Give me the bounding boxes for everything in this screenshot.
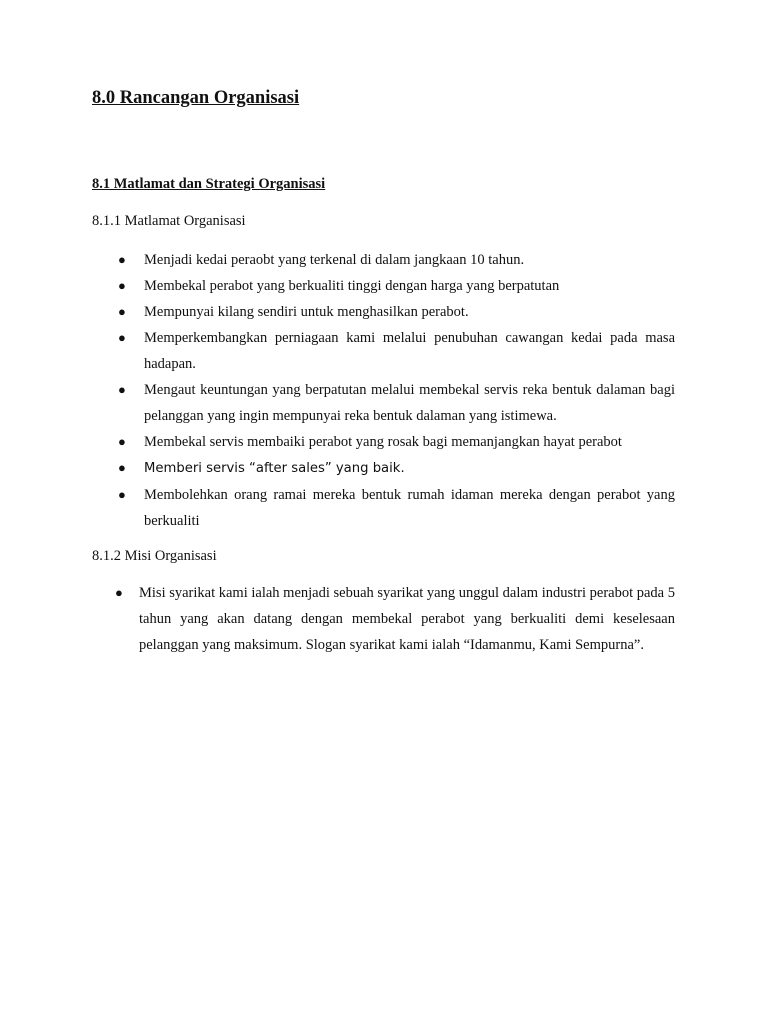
list-item-text: Memperkembangkan perniagaan kami melalui penubuhan cawangan kedai pada masa hadapan.	[144, 330, 675, 372]
bullet-icon: ●	[118, 304, 126, 319]
list-item	[118, 273, 675, 299]
subsection-heading-8-1-1: 8.1.1 Matlamat Organisasi	[92, 213, 246, 229]
bullet-icon: ●	[118, 460, 126, 475]
list-item-text: Mempunyai kilang sendiri untuk menghasilkan perabot.	[144, 304, 469, 320]
list-item	[118, 429, 675, 455]
bullet-icon: ●	[118, 434, 126, 449]
subsection-heading-8-1-2: 8.1.2 Misi Organisasi	[92, 548, 217, 564]
mission-list	[115, 580, 675, 658]
list-item	[118, 247, 675, 273]
goals-list	[118, 247, 675, 534]
list-item	[115, 580, 675, 658]
list-item-text: Mengaut keuntungan yang berpatutan melalui membekal servis reka bentuk dalaman bagi pelanggan yang ingin mempunyai reka bentuk dalaman yang istimewa.	[144, 382, 675, 424]
list-item	[118, 299, 675, 325]
bullet-icon: ●	[118, 252, 126, 267]
list-item-text: Membolehkan orang ramai mereka bentuk rumah idaman mereka dengan perabot yang berkualiti	[144, 487, 675, 529]
list-item	[118, 325, 675, 377]
list-item	[118, 377, 675, 429]
main-heading: 8.0 Rancangan Organisasi	[92, 88, 300, 108]
list-item-text: Membekal perabot yang berkualiti tinggi dengan harga yang berpatutan	[144, 278, 560, 294]
bullet-icon: ●	[118, 487, 126, 502]
list-item-text: Membekal servis membaiki perabot yang rosak bagi memanjangkan hayat perabot	[144, 434, 622, 450]
bullet-icon: ●	[115, 585, 123, 600]
list-item-text: Memberi servis “after sales” yang baik.	[144, 461, 405, 476]
section-heading-8-1: 8.1 Matlamat dan Strategi Organisasi	[92, 176, 326, 192]
list-item	[118, 482, 675, 534]
bullet-icon: ●	[118, 330, 126, 345]
list-item-text: Menjadi kedai peraobt yang terkenal di dalam jangkaan 10 tahun.	[144, 252, 525, 268]
bullet-icon: ●	[118, 382, 126, 397]
list-item-text: Misi syarikat kami ialah menjadi sebuah syarikat yang unggul dalam industri perabot pada 5 tahun yang akan datang dengan membekal perabot yang berkualiti demi keselesaan pelanggan yang maksimum. Slogan syarikat kami ialah “Idamanmu, Kami Sempurna”.	[139, 585, 675, 653]
list-item	[118, 455, 675, 482]
bullet-icon: ●	[118, 278, 126, 293]
